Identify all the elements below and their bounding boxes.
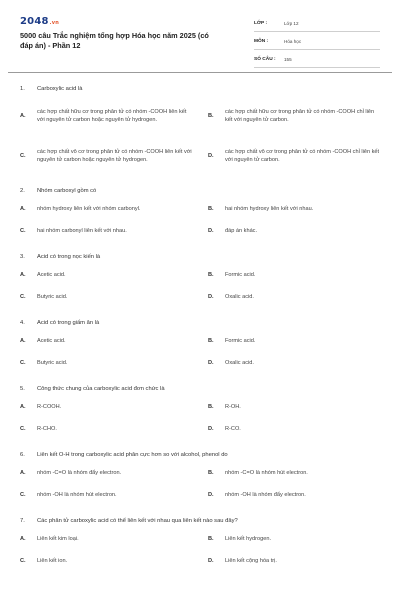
option-letter: C. [20, 492, 26, 498]
option-letter: B. [208, 206, 214, 212]
answer-option[interactable] [208, 396, 380, 418]
meta-label: MÔN : [254, 39, 269, 44]
document-header [0, 0, 400, 72]
meta-value: 155 [284, 57, 292, 62]
option-letter: B. [208, 404, 214, 410]
option-letter: D. [208, 228, 214, 234]
option-letter: C. [20, 228, 26, 234]
option-text: Oxalic acid. [225, 360, 254, 366]
answer-options [20, 330, 382, 374]
option-text: R-COOH. [37, 404, 62, 410]
answer-option[interactable] [20, 550, 192, 572]
answer-option[interactable] [208, 352, 380, 374]
answer-option[interactable] [208, 330, 380, 352]
meta-value: Hóa học [284, 39, 302, 44]
answer-option[interactable] [208, 264, 380, 286]
answer-option[interactable] [20, 136, 192, 176]
option-text: Oxalic acid. [225, 294, 254, 300]
answer-option[interactable] [20, 198, 192, 220]
option-text: Acetic acid. [37, 272, 66, 278]
question-text: Công thức chung của carboxylic acid đơn chức là [37, 386, 165, 392]
answer-option[interactable] [208, 418, 380, 440]
answer-options [20, 264, 382, 308]
question-number: 3. [20, 254, 25, 260]
option-text: các hợp chất hữu cơ trong phân tử có nhóm -COOH liên kết với nguyên tử carbon hoặc nguyên tử hydrogen. [37, 109, 187, 123]
answer-option[interactable] [20, 264, 192, 286]
answer-option[interactable] [208, 528, 380, 550]
answer-options [20, 396, 382, 440]
document-title: 5000 câu Trắc nghiệm tổng hợp Hóa học năm 2025 (có đáp án) - Phần 12 [20, 31, 209, 50]
option-text: Formic acid. [225, 272, 256, 278]
answer-option[interactable] [208, 136, 380, 176]
option-text: nhóm -OH là nhóm đẩy electron. [225, 492, 306, 498]
option-text: R-OH. [225, 404, 241, 410]
answer-options [20, 96, 382, 176]
option-text: R-CHO. [37, 426, 57, 432]
answer-option[interactable] [20, 352, 192, 374]
question-number: 2. [20, 188, 25, 194]
option-text: Acetic acid. [37, 338, 66, 344]
meta-row-grade [254, 16, 380, 32]
answer-option[interactable] [208, 220, 380, 242]
option-letter: A. [20, 470, 26, 476]
header-divider [8, 72, 392, 73]
logo-tld: .vn [49, 20, 59, 26]
option-letter: A. [20, 113, 26, 119]
question-number: 6. [20, 452, 25, 458]
option-text: đáp án khác. [225, 228, 258, 234]
answer-options [20, 198, 382, 242]
option-letter: A. [20, 272, 26, 278]
option-letter: D. [208, 294, 214, 300]
option-letter: A. [20, 404, 26, 410]
option-text: các hợp chất hữu cơ trong phân tử có nhóm -COOH chỉ liên kết với nguyên tử carbon. [225, 109, 375, 123]
answer-option[interactable] [20, 418, 192, 440]
option-text: nhóm -C=O là nhóm hút electron. [225, 470, 308, 476]
option-text: hai nhóm hydroxy liên kết với nhau. [225, 206, 314, 212]
question-number: 7. [20, 518, 25, 524]
meta-table [254, 16, 380, 70]
question-6 [20, 448, 382, 506]
question-4 [20, 316, 382, 374]
option-text: Liên kết kim loại. [37, 536, 79, 542]
meta-row-count [254, 52, 380, 68]
question-1 [20, 82, 382, 176]
meta-label: LỚP : [254, 21, 268, 26]
option-text: các hợp chất vô cơ trong phân tử có nhóm -COOH chỉ liên kết với nguyên tử carbon. [225, 149, 380, 163]
answer-options [20, 462, 382, 506]
question-text: Nhóm carboxyl gồm có [37, 188, 97, 194]
option-letter: C. [20, 360, 26, 366]
answer-option[interactable] [208, 484, 380, 506]
answer-option[interactable] [20, 220, 192, 242]
answer-option[interactable] [20, 96, 192, 136]
answer-option[interactable] [20, 528, 192, 550]
option-letter: C. [20, 558, 26, 564]
option-letter: B. [208, 536, 214, 542]
answer-option[interactable] [208, 462, 380, 484]
question-text: Liên kết O-H trong carboxylic acid phân cực hơn so với alcohol, phenol do [37, 452, 228, 458]
option-text: hai nhóm carbonyl liên kết với nhau. [37, 228, 127, 234]
option-letter: D. [208, 426, 214, 432]
question-text: Acid có trong nọc kiến là [37, 254, 101, 260]
option-letter: D. [208, 360, 214, 366]
question-text: Acid có trong giấm ăn là [37, 320, 100, 326]
question-7 [20, 514, 382, 572]
question-3 [20, 250, 382, 308]
option-letter: C. [20, 153, 26, 159]
answer-options [20, 528, 382, 572]
answer-option[interactable] [20, 462, 192, 484]
option-letter: D. [208, 153, 214, 159]
option-letter: A. [20, 206, 26, 212]
option-text: các hợp chất vô cơ trong phân tử có nhóm -COOH liên kết với nguyên tử carbon hoặc nguyên tử hydrogen. [37, 149, 192, 163]
option-letter: B. [208, 113, 214, 119]
meta-row-subject [254, 34, 380, 50]
option-text: R-CO. [225, 426, 241, 432]
answer-option[interactable] [208, 550, 380, 572]
answer-option[interactable] [20, 484, 192, 506]
option-text: nhóm hydroxy liên kết với nhóm carbonyl. [37, 206, 141, 212]
question-number: 1. [20, 86, 25, 92]
option-text: Liên kết hydrogen. [225, 536, 272, 542]
option-text: Butyric acid. [37, 360, 68, 366]
question-text: Các phân tử carboxylic acid có thể liên kết với nhau qua liên kết nào sau đây? [37, 518, 238, 524]
option-text: Liên kết cộng hóa trị. [225, 558, 277, 564]
answer-option[interactable] [20, 330, 192, 352]
option-text: nhóm -OH là nhóm hút electron. [37, 492, 117, 498]
answer-option[interactable] [208, 96, 380, 136]
question-number: 4. [20, 320, 25, 326]
question-text: Carboxylic acid là [37, 86, 83, 92]
option-letter: C. [20, 426, 26, 432]
option-letter: B. [208, 272, 214, 278]
option-letter: A. [20, 338, 26, 344]
option-letter: D. [208, 492, 214, 498]
option-text: nhóm -C=O là nhóm đẩy electron. [37, 470, 122, 476]
option-text: Formic acid. [225, 338, 256, 344]
meta-label: SỐ CÂU : [254, 57, 276, 62]
answer-option[interactable] [208, 198, 380, 220]
logo-text: 2048 [20, 16, 49, 27]
question-5 [20, 382, 382, 440]
site-logo[interactable] [20, 16, 59, 27]
answer-option[interactable] [20, 286, 192, 308]
question-number: 5. [20, 386, 25, 392]
option-letter: C. [20, 294, 26, 300]
question-list [20, 82, 382, 580]
option-letter: A. [20, 536, 26, 542]
option-letter: B. [208, 470, 214, 476]
answer-option[interactable] [20, 396, 192, 418]
option-letter: D. [208, 558, 214, 564]
meta-value: Lớp 12 [284, 21, 299, 26]
option-text: Butyric acid. [37, 294, 68, 300]
option-text: Liên kết ion. [37, 558, 68, 564]
answer-option[interactable] [208, 286, 380, 308]
question-2 [20, 184, 382, 242]
option-letter: B. [208, 338, 214, 344]
